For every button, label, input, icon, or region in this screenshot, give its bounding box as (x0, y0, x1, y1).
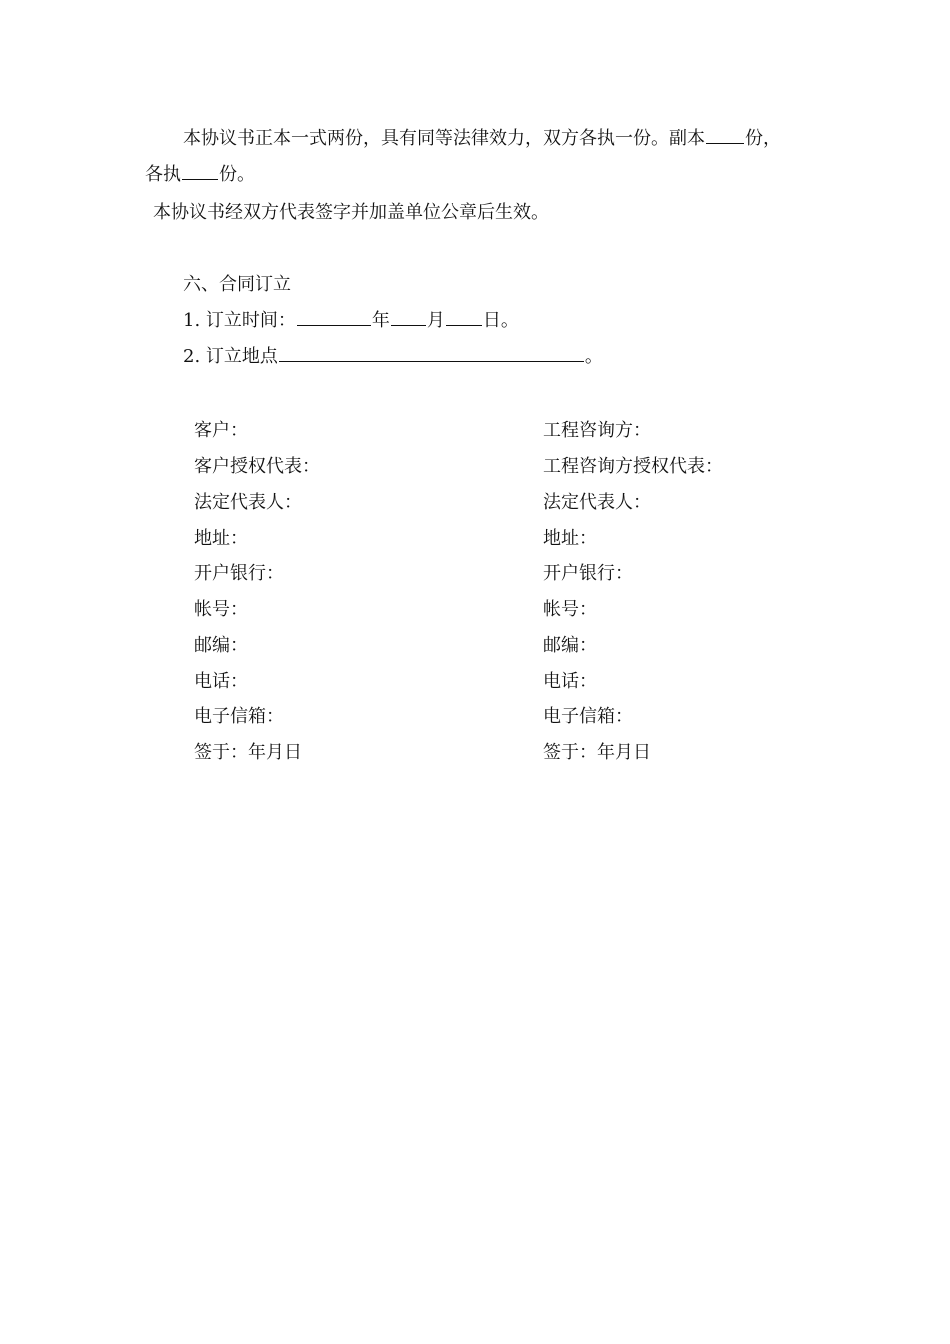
copies-clause-text: 本协议书正本一式两份，具有同等法律效力，双方各执一份。副本 (183, 128, 705, 149)
client-bank-field (194, 562, 284, 586)
client-phone-label: 电话： (194, 671, 248, 692)
consultant-phone-label: 电话： (543, 671, 597, 692)
client-postcode-label: 邮编： (194, 635, 248, 656)
consultant-legal-rep-label: 法定代表人： (543, 492, 651, 513)
consultant-account-label: 帐号： (543, 599, 597, 620)
client-email-label: 电子信箱： (194, 706, 284, 727)
client-legal-rep-field (194, 491, 302, 515)
day-label: 日。 (482, 310, 519, 331)
consultant-email-field (543, 705, 633, 729)
effective-clause (153, 201, 549, 225)
month-label: 月 (426, 310, 445, 331)
copies-clause-unit: 份， (745, 128, 781, 149)
client-address-label: 地址： (194, 528, 248, 549)
day-blank (446, 309, 482, 326)
client-signed-date-field (194, 741, 302, 765)
signing-place-line (183, 345, 603, 369)
client-authorized-rep-label: 客户授权代表： (194, 456, 320, 477)
copies-clause-line-1 (183, 127, 781, 151)
client-label: 客户： (194, 420, 248, 441)
consultant-bank-field (543, 562, 633, 586)
consultant-signed-date-field (543, 741, 651, 765)
consultant-label: 工程咨询方： (543, 420, 651, 441)
client-field (194, 419, 248, 443)
consultant-address-field (543, 527, 597, 551)
place-blank (279, 345, 584, 362)
month-blank (391, 309, 426, 326)
each-holds-unit: 份。 (219, 164, 255, 185)
consultant-signed-date-label: 签于：年月日 (543, 742, 651, 763)
client-legal-rep-label: 法定代表人： (194, 492, 302, 513)
consultant-phone-field (543, 670, 597, 694)
year-label: 年 (371, 310, 390, 331)
consultant-bank-label: 开户银行： (543, 563, 633, 584)
year-blank (297, 309, 371, 326)
consultant-address-label: 地址： (543, 528, 597, 549)
each-holds-blank (182, 163, 218, 180)
section-heading-text: 六、合同订立 (183, 274, 291, 295)
client-account-label: 帐号： (194, 599, 248, 620)
signing-place-label: 2. 订立地点 (183, 346, 278, 367)
signing-time-line (183, 309, 519, 333)
client-address-field (194, 527, 248, 551)
consultant-postcode-label: 邮编： (543, 635, 597, 656)
copies-clause-line-2 (145, 163, 255, 187)
effective-clause-text: 本协议书经双方代表签字并加盖单位公章后生效。 (153, 202, 549, 223)
consultant-legal-rep-field (543, 491, 651, 515)
consultant-authorized-rep-field (543, 455, 723, 479)
section-heading (183, 273, 291, 297)
duplicate-count-blank (706, 127, 744, 144)
consultant-postcode-field (543, 634, 597, 658)
client-postcode-field (194, 634, 248, 658)
consultant-authorized-rep-label: 工程咨询方授权代表： (543, 456, 723, 477)
signing-time-label: 1. 订立时间： (183, 310, 296, 331)
client-signed-date-label: 签于：年月日 (194, 742, 302, 763)
client-email-field (194, 705, 284, 729)
consultant-email-label: 电子信箱： (543, 706, 633, 727)
consultant-field (543, 419, 651, 443)
client-bank-label: 开户银行： (194, 563, 284, 584)
each-holds-text: 各执 (145, 164, 181, 185)
client-phone-field (194, 670, 248, 694)
signing-place-end: 。 (584, 346, 603, 367)
client-account-field (194, 598, 248, 622)
consultant-account-field (543, 598, 597, 622)
client-authorized-rep-field (194, 455, 320, 479)
